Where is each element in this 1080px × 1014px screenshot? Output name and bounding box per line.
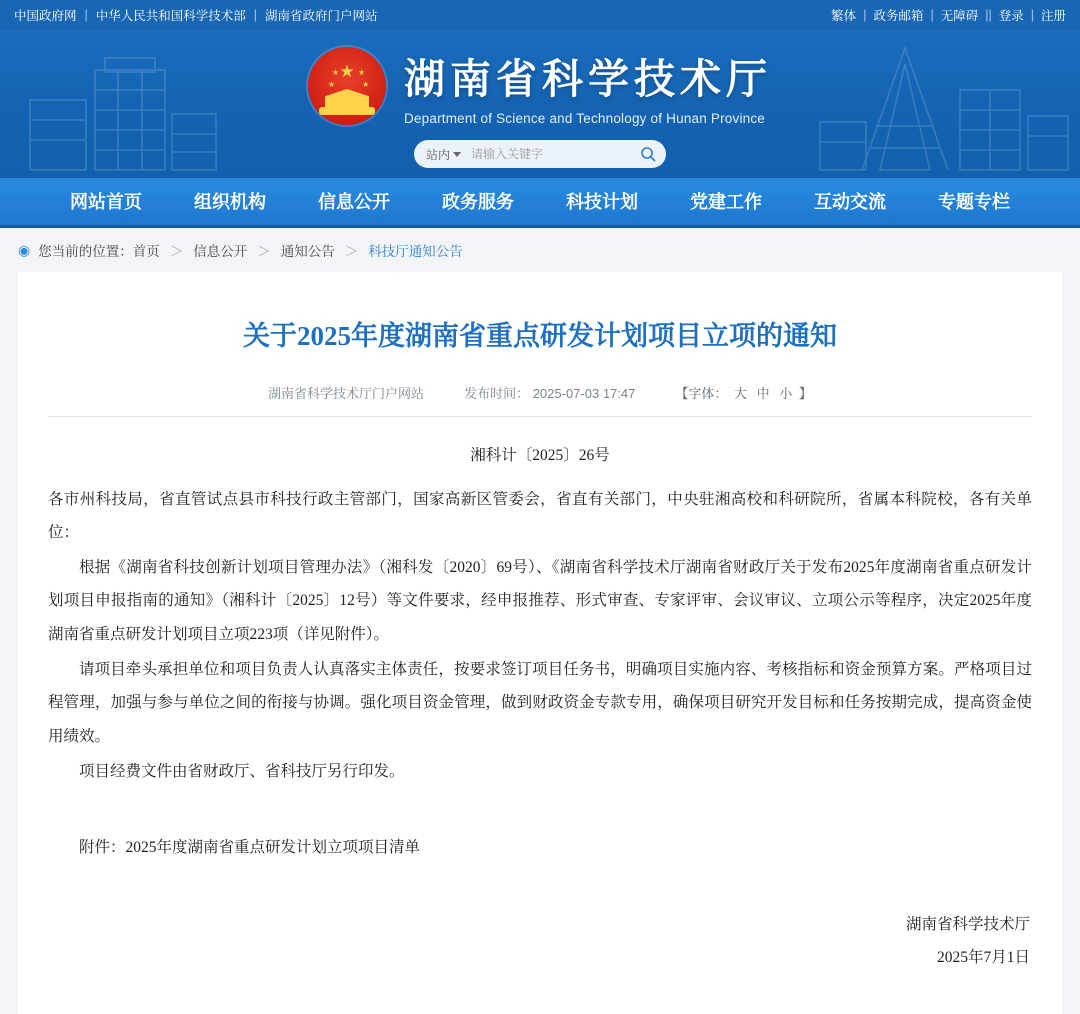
article-meta [48, 383, 1032, 417]
topbar-separator: | [84, 8, 88, 22]
breadcrumb [0, 228, 1080, 272]
top-utility-bar [0, 0, 1080, 30]
topbar-link-accessibility[interactable]: 无障碍 [940, 9, 979, 23]
emblem-tiananmen [325, 89, 369, 107]
topbar-link-most[interactable]: 中华人民共和国科学技术部 [95, 9, 246, 23]
main-navigation [0, 178, 1080, 228]
emblem-star-small: ★ [332, 68, 340, 77]
breadcrumb-separator: ＞ [257, 244, 271, 259]
topbar-link-register[interactable]: 注册 [1040, 9, 1066, 23]
breadcrumb-item-home[interactable]: 首页 [132, 244, 160, 259]
font-size-control [675, 383, 812, 402]
topbar-link-gov[interactable]: 中国政府网 [14, 9, 77, 23]
font-size-small-button[interactable]: 小 [779, 385, 793, 401]
document-number: 湘科计〔2025〕26号 [470, 446, 610, 464]
publish-label: 发布时间： [464, 385, 530, 401]
topbar-right-links [831, 6, 1066, 24]
topbar-separator: | [1030, 8, 1034, 22]
breadcrumb-item-notices[interactable]: 通知公告 [280, 244, 335, 259]
site-titles [404, 46, 772, 126]
national-emblem-icon [308, 47, 386, 125]
article-card [18, 272, 1062, 1014]
search-scope-label: 站内 [426, 147, 451, 162]
topbar-separator: | [863, 8, 867, 22]
font-size-label: 【字体： [675, 385, 728, 401]
topbar-link-mail[interactable]: 政务邮箱 [873, 9, 924, 23]
topbar-separator: || [985, 8, 992, 22]
emblem-gear [319, 107, 375, 115]
publish-value: 2025-07-03 17:47 [532, 385, 636, 401]
nav-item-special[interactable]: 专题专栏 [938, 191, 1010, 212]
search-bar[interactable] [414, 140, 666, 168]
chevron-down-icon [453, 152, 461, 157]
topbar-separator: | [930, 8, 934, 22]
emblem-star-small: ★ [328, 80, 336, 89]
font-size-medium-button[interactable]: 中 [756, 385, 770, 401]
topbar-separator: | [253, 8, 258, 22]
site-logo-row[interactable] [308, 46, 772, 126]
breadcrumb-item-current[interactable]: 科技厅通知公告 [368, 244, 463, 259]
nav-item-interaction[interactable]: 互动交流 [814, 191, 886, 212]
nav-item-party[interactable]: 党建工作 [690, 191, 762, 212]
attachment-link[interactable]: 附件：2025年度湖南省重点研发计划立项项目清单 [79, 839, 421, 857]
signature-date: 2025年7月1日 [936, 948, 1030, 966]
breadcrumb-separator: ＞ [169, 244, 184, 259]
topbar-left-links [14, 6, 378, 24]
emblem-star: ★ [339, 62, 355, 81]
site-title-cn: 湖南省科学技术厅 [404, 56, 772, 102]
breadcrumb-prefix: 您当前的位置： [38, 244, 133, 259]
article-publish-time [464, 383, 635, 402]
topbar-link-traditional[interactable]: 繁体 [831, 9, 857, 23]
font-size-suffix: 】 [798, 385, 812, 401]
search-scope-selector[interactable] [426, 146, 461, 163]
search-icon [640, 146, 656, 162]
article-salutation: 各市州科技局，省直管试点县市科技行政主管部门，国家高新区管委会，省直有关部门，中央驻湘高校和科研院所，省属本科院校，各有关单位： [48, 490, 1032, 541]
font-size-large-button[interactable]: 大 [734, 385, 748, 401]
site-banner [0, 30, 1080, 178]
nav-item-organization[interactable]: 组织机构 [194, 191, 266, 212]
article-paragraph: 请项目牵头承担单位和项目负责人认真落实主体责任，按要求签订项目任务书，明确项目实施内容、考核指标和资金预算方案。严格项目过程管理，加强与参与单位之间的衔接与协调。强化项目资金管理，做到财政资金专款专用，确保项目研究开发目标和任务按期完成，提高资金使用绩效。 [48, 661, 1032, 745]
emblem-star-small: ★ [362, 80, 370, 89]
signature-organization: 湖南省科学技术厅 [905, 916, 1030, 934]
article-paragraph: 项目经费文件由省财政厅、省科技厅另行印发。 [79, 763, 405, 780]
search-input[interactable] [461, 147, 636, 161]
nav-item-disclosure[interactable]: 信息公开 [318, 191, 390, 212]
nav-item-plans[interactable]: 科技计划 [566, 191, 638, 212]
breadcrumb-item-disclosure[interactable]: 信息公开 [193, 244, 248, 259]
breadcrumb-separator: ＞ [344, 244, 359, 259]
article-signature [48, 909, 1032, 974]
article-paragraph: 根据《湖南省科技创新计划项目管理办法》（湘科发〔2020〕69号）、《湖南省科学技术厅湖南省财政厅关于发布2025年度湖南省重点研发计划项目申报指南的通知》（湘科计〔2025〕12号）等文件要求，经申报推荐、形式审查、专家评审、会议审议、立项公示等程序，决定2025年度湖南省重点研发计划项目立项223项（详见附件）。 [48, 559, 1032, 643]
emblem-star-small: ★ [358, 68, 366, 77]
location-pin-icon: ◉ [18, 241, 31, 258]
page-title: 关于2025年度湖南省重点研发计划项目立项的通知 [243, 321, 837, 351]
nav-item-home[interactable]: 网站首页 [70, 191, 142, 212]
article-source: 湖南省科学技术厅门户网站 [268, 385, 425, 401]
article-body [48, 483, 1032, 789]
nav-item-services[interactable]: 政务服务 [442, 191, 514, 212]
topbar-link-login[interactable]: 登录 [998, 9, 1024, 23]
search-button[interactable] [636, 142, 660, 166]
topbar-link-hunan-gov[interactable]: 湖南省政府门户网站 [265, 9, 378, 23]
site-title-en: Department of Science and Technology of Hunan Province [404, 111, 766, 126]
